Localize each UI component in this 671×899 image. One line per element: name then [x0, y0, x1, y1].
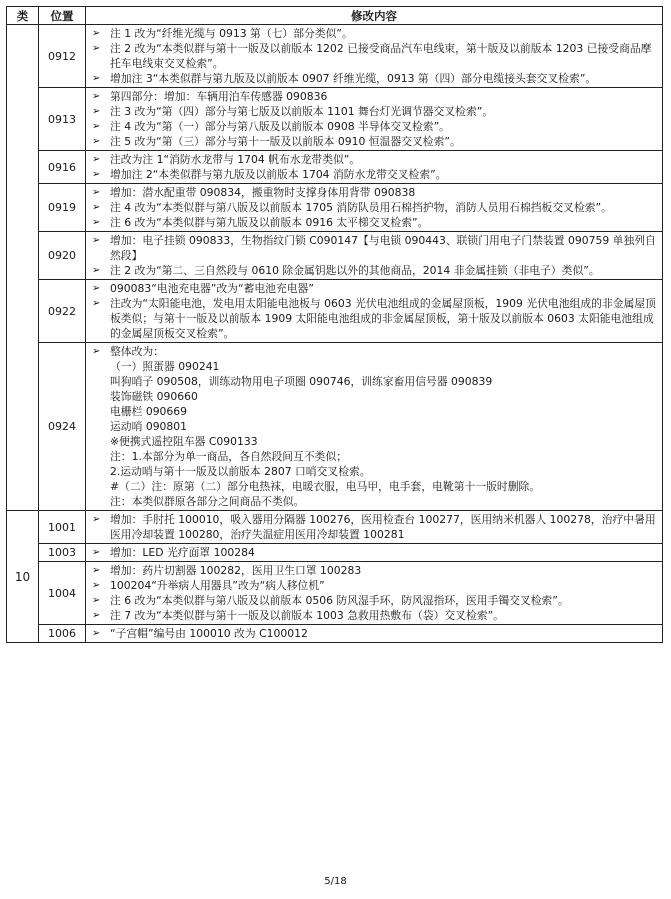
arrow-bullet-icon: ➢ [92, 43, 101, 54]
item-text: 增加注 3“本类似群与第九版及以前版本 0907 纤维光缆，0913 第（四）部分电缆接头套交叉检索”。 [110, 72, 597, 85]
content-cell [86, 280, 663, 343]
position-cell: 1004 [39, 562, 86, 625]
plain-line: ※便携式遥控阻车器 C090133 [110, 435, 258, 448]
bullet-item [92, 233, 658, 263]
bullet-item [92, 134, 658, 149]
position-cell: 1006 [39, 625, 86, 643]
table-row [7, 343, 663, 511]
arrow-bullet-icon: ➢ [92, 154, 101, 165]
plain-line: 注：1.本部分为单一商品，各自然段间互不类似； [110, 450, 348, 463]
arrow-bullet-icon: ➢ [92, 169, 101, 180]
bullet-item [92, 545, 658, 560]
arrow-bullet-icon: ➢ [92, 547, 101, 558]
arrow-bullet-icon: ➢ [92, 283, 101, 294]
content-cell [86, 232, 663, 280]
bullet-item [92, 593, 658, 608]
item-text: 注 3 改为“第（四）部分与第七版及以前版本 1101 舞台灯光调节器交叉检索”。 [110, 105, 494, 118]
plain-line: 2.运动哨与第十一版及以前版本 2807 口哨交叉检索。 [110, 465, 371, 478]
item-text: 注 5 改为“第（三）部分与第十一版及以前版本 0910 恒温器交叉检索”。 [110, 135, 461, 148]
position-cell: 0912 [39, 25, 86, 88]
item-text: 注改为“太阳能电池，发电用太阳能电池板与 0603 光伏电池组成的金属屋顶板，1909 光伏电池组成的非金属屋顶板类似；与第十一版及以前版本 1909 太阳能电池组成的非金属屋顶板，第十版及以前版本 0603 太阳能电池组成的金属屋顶板交叉检索”。 [110, 297, 656, 340]
arrow-bullet-icon: ➢ [92, 628, 101, 639]
bullet-item [92, 200, 658, 215]
bullet-item [92, 512, 658, 542]
bullet-item [92, 104, 658, 119]
item-text: 注改为注 1“消防水龙带与 1704 帆布水龙带类似”。 [110, 153, 361, 166]
item-text: 注 2 改为“第二、三自然段与 0610 除金属钥匙以外的其他商品，2014 非金属挂锁（非电子）类似”。 [110, 264, 600, 277]
item-text: 增加：药片切割器 100282，医用卫生口罩 100283 [110, 564, 362, 577]
item-text: “子宫帽”编号由 100010 改为 C100012 [110, 627, 308, 640]
position-cell: 0913 [39, 88, 86, 151]
plain-line: （一）照蛋器 090241 [110, 360, 220, 373]
item-text: 注 2 改为“本类似群与第十一版及以前版本 1202 已接受商品汽车电线束，第十版及以前版本 1203 已接受商品摩托车电线束交叉检索”。 [110, 42, 652, 70]
content-cell [86, 88, 663, 151]
position-cell: 0924 [39, 343, 86, 511]
bullet-item [92, 152, 658, 167]
bullet-item [92, 344, 658, 359]
table-row [7, 25, 663, 88]
item-text: 增加：潜水配重带 090834，搬重物时支撑身体用背带 090838 [110, 186, 416, 199]
table-body [7, 25, 663, 643]
header-position: 位置 [39, 7, 86, 25]
bullet-item [92, 296, 658, 341]
bullet-item [92, 26, 658, 41]
item-text: 增加：手肘托 100010，吸入器用分隔器 100276，医用检查台 100277，医用纳米机器人 100278，治疗中暑用医用冷却装置 100280，治疗失温症用医用冷却装置 100281 [110, 513, 656, 541]
header-content: 修改内容 [86, 7, 663, 25]
arrow-bullet-icon: ➢ [92, 265, 101, 276]
table-header-row [7, 7, 663, 25]
bullet-item [92, 626, 658, 641]
bullet-item [92, 89, 658, 104]
bullet-item [92, 167, 658, 182]
bullet-item [92, 608, 658, 623]
content-cell [86, 151, 663, 184]
content-cell [86, 544, 663, 562]
plain-line: 装饰磁铁 090660 [110, 390, 198, 403]
position-cell: 1003 [39, 544, 86, 562]
position-cell: 0920 [39, 232, 86, 280]
position-cell: 0922 [39, 280, 86, 343]
bullet-item [92, 578, 658, 593]
table-row [7, 511, 663, 544]
item-text: 注 7 改为“本类似群与第十一版及以前版本 1003 急救用热敷布（袋）交叉检索”。 [110, 609, 504, 622]
arrow-bullet-icon: ➢ [92, 595, 101, 606]
content-cell [86, 562, 663, 625]
item-text: 注 4 改为“本类似群与第八版及以前版本 1705 消防队员用石棉挡护物，消防人员用石棉挡板交叉检索”。 [110, 201, 612, 214]
plain-line: #（二）注：原第（二）部分电热袜，电暖衣服，电马甲，电手套，电靴第十一版时删除。 [110, 480, 541, 493]
arrow-bullet-icon: ➢ [92, 28, 101, 39]
table-row [7, 625, 663, 643]
content-cell [86, 625, 663, 643]
arrow-bullet-icon: ➢ [92, 136, 101, 147]
item-text: 增加：LED 光疗面罩 100284 [110, 546, 255, 559]
item-text: 注 6 改为“本类似群与第八版及以前版本 0506 防风湿手环，防风湿指环，医用手镯交叉检索”。 [110, 594, 569, 607]
position-cell: 0919 [39, 184, 86, 232]
position-cell: 0916 [39, 151, 86, 184]
arrow-bullet-icon: ➢ [92, 121, 101, 132]
content-cell [86, 343, 663, 511]
content-cell [86, 511, 663, 544]
table-row [7, 151, 663, 184]
item-text: 第四部分：增加：车辆用泊车传感器 090836 [110, 90, 328, 103]
item-text: 注 6 改为“本类似群与第九版及以前版本 0916 太平梯交叉检索”。 [110, 216, 429, 229]
arrow-bullet-icon: ➢ [92, 514, 101, 525]
arrow-bullet-icon: ➢ [92, 235, 101, 246]
arrow-bullet-icon: ➢ [92, 298, 101, 309]
item-text: 100204“升举病人用器具”改为“病人移位机” [110, 579, 325, 592]
table-row [7, 184, 663, 232]
arrow-bullet-icon: ➢ [92, 610, 101, 621]
arrow-bullet-icon: ➢ [92, 217, 101, 228]
plain-line: 运动哨 090801 [110, 420, 188, 433]
bullet-item [92, 119, 658, 134]
header-class: 类 [7, 7, 39, 25]
class-cell [7, 25, 39, 511]
arrow-bullet-icon: ➢ [92, 91, 101, 102]
table-row [7, 88, 663, 151]
page-number: 5/18 [324, 876, 347, 887]
bullet-item [92, 263, 658, 278]
bullet-item [92, 185, 658, 200]
revision-table [6, 6, 663, 643]
plain-line: 叫狗哨子 090508，训练动物用电子项圈 090746，训练家畜用信号器 090839 [110, 375, 493, 388]
table-row [7, 544, 663, 562]
item-text: 090083“电池充电器”改为“蓄电池充电器” [110, 282, 314, 295]
table-row [7, 562, 663, 625]
arrow-bullet-icon: ➢ [92, 580, 101, 591]
class-cell: 10 [7, 511, 39, 643]
arrow-bullet-icon: ➢ [92, 106, 101, 117]
content-cell [86, 25, 663, 88]
item-text: 注 4 改为“第（一）部分与第八版及以前版本 0908 半导体交叉检索”。 [110, 120, 450, 133]
item-text: 注 1 改为“纤维光缆与 0913 第（七）部分类似”。 [110, 27, 353, 40]
item-text: 增加：电子挂锁 090833，生物指纹门锁 C090147【与电锁 090443、联锁门用电子门禁装置 090759 单独列自然段】 [110, 234, 656, 262]
plain-line: 注：本类似群原各部分之间商品不类似。 [110, 495, 305, 508]
arrow-bullet-icon: ➢ [92, 187, 101, 198]
bullet-item [92, 215, 658, 230]
arrow-bullet-icon: ➢ [92, 73, 101, 84]
bullet-item [92, 41, 658, 71]
position-cell: 1001 [39, 511, 86, 544]
table-row [7, 232, 663, 280]
bullet-item [92, 71, 658, 86]
item-text: 增加注 2“本类似群与第九版及以前版本 1704 消防水龙带交叉检索”。 [110, 168, 447, 181]
arrow-bullet-icon: ➢ [92, 565, 101, 576]
arrow-bullet-icon: ➢ [92, 346, 101, 357]
content-cell [86, 184, 663, 232]
table-row [7, 280, 663, 343]
item-text: 整体改为： [110, 345, 164, 358]
plain-line: 电栅栏 090669 [110, 405, 188, 418]
arrow-bullet-icon: ➢ [92, 202, 101, 213]
bullet-item [92, 563, 658, 578]
bullet-item [92, 281, 658, 296]
